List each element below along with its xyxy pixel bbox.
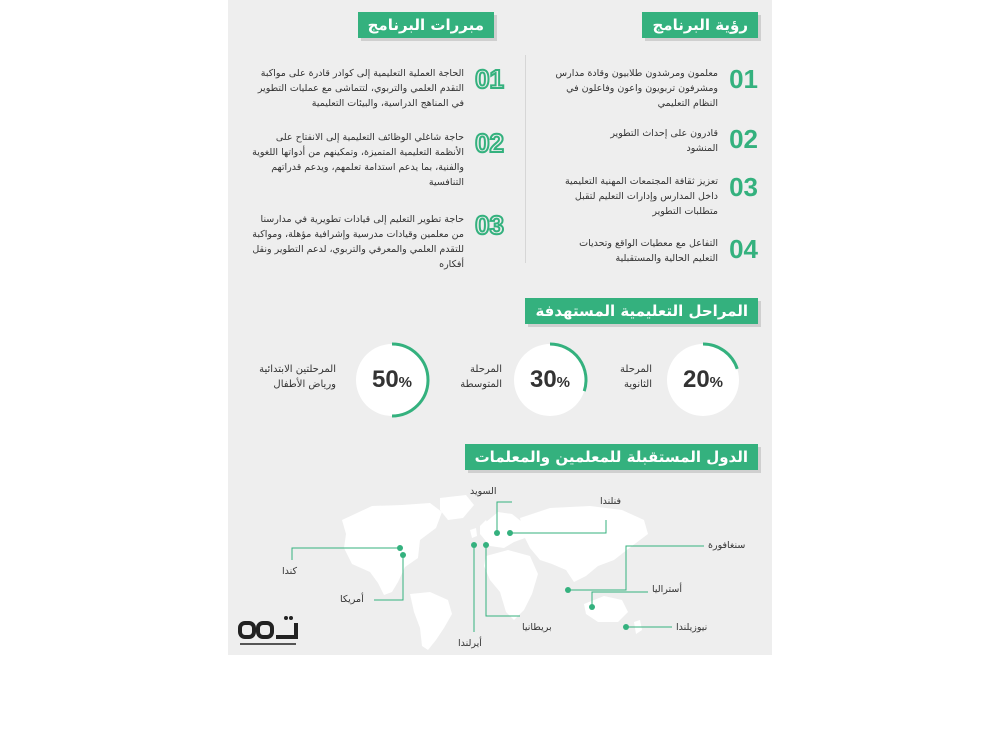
ireland-dot [471, 542, 477, 548]
country-label-canada: كندا [282, 566, 298, 577]
country-label-finland: فنلندا [600, 496, 622, 507]
continents [342, 495, 648, 650]
stages-header: المراحل التعليمية المستهدفة [525, 298, 758, 324]
australia-dot [589, 604, 595, 610]
justification-item-number: 01 [475, 64, 504, 94]
vision-item-number: 03 [729, 172, 758, 202]
justification-item-text: الحاجة العملية التعليمية إلى كوادر قادرة على مواكبة التقدم العلمي والتربوي، لتتماشى مع عمليات التطوير في المناهج الدراسية، والبيئات التعليمية [257, 68, 464, 109]
country-label-britain: بريطانيا [522, 622, 552, 633]
vision-item-text: التفاعل مع معطيات الواقع وتحديات التعليم الحالية والمستقبلية [579, 238, 718, 264]
america-dot [400, 552, 406, 558]
country-label-ireland: أيرلندا [458, 638, 482, 649]
vision-item-text: معلمون ومرشدون طلابيون وقادة مدارس ومشرفون تربويون واعون وفاعلون في النظام التعليمي [555, 68, 718, 109]
finland-dot [507, 530, 513, 536]
justification-item-number: 03 [475, 210, 504, 240]
stage-label: المرحلة المتوسطة [460, 364, 502, 390]
canada-dot [397, 545, 403, 551]
justification-item-text: حاجة تطوير التعليم إلى قيادات تطويرية في مدارسنا من معلمين وقيادات مدرسية وإشرافية مؤهلة، ومواكبة للتقدم العلمي والمعرفي والتربوي، لدعم التطوير ونقل أفكاره [252, 214, 464, 270]
new-zealand-dot [623, 624, 629, 630]
justifications-header: مبررات البرنامج [358, 12, 494, 38]
countries-header: الدول المستقبلة للمعلمين والمعلمات [465, 444, 758, 470]
sweden-dot [494, 530, 500, 536]
stage-percent: 50% [371, 366, 413, 393]
country-label-new-zealand: نيوزيلندا [676, 622, 708, 633]
britain-dot [483, 542, 489, 548]
vision-item-text: تعزيز ثقافة المجتمعات المهنية التعليمية داخل المدارس وإدارات التعليم لتقبل متطلبات التطوير [564, 176, 718, 217]
stage-label: المرحلتين الابتدائية ورياض الأطفال [259, 364, 336, 390]
country-label-sweden: السويد [470, 486, 497, 497]
stage-percent: 30% [529, 366, 571, 393]
newspaper-logo [238, 613, 300, 653]
country-label-america: أمريكا [340, 594, 364, 605]
vision-item-text: قادرون على إحداث التطوير المنشود [610, 128, 718, 154]
stage-label: المرحلة الثانوية [620, 364, 652, 390]
singapore-dot [565, 587, 571, 593]
country-label-singapore: سنغافورة [708, 540, 746, 551]
vision-item-number: 02 [729, 124, 758, 154]
stage-percent: 20% [682, 366, 724, 393]
vision-header: رؤية البرنامج [642, 12, 758, 38]
vision-item-number: 01 [729, 64, 758, 94]
country-label-australia: أستراليا [652, 584, 683, 595]
vision-item-number: 04 [729, 234, 758, 264]
justification-item-text: حاجة شاغلي الوظائف التعليمية إلى الانفتاح على الأنظمة التعليمية المتميزة، وتمكينهم من أدواتها اللغوية والفنية، بما يدعم استدامة تعلمهم، ويدعم قدراتهم التنافسية [252, 132, 464, 188]
justification-item-number: 02 [475, 128, 504, 158]
